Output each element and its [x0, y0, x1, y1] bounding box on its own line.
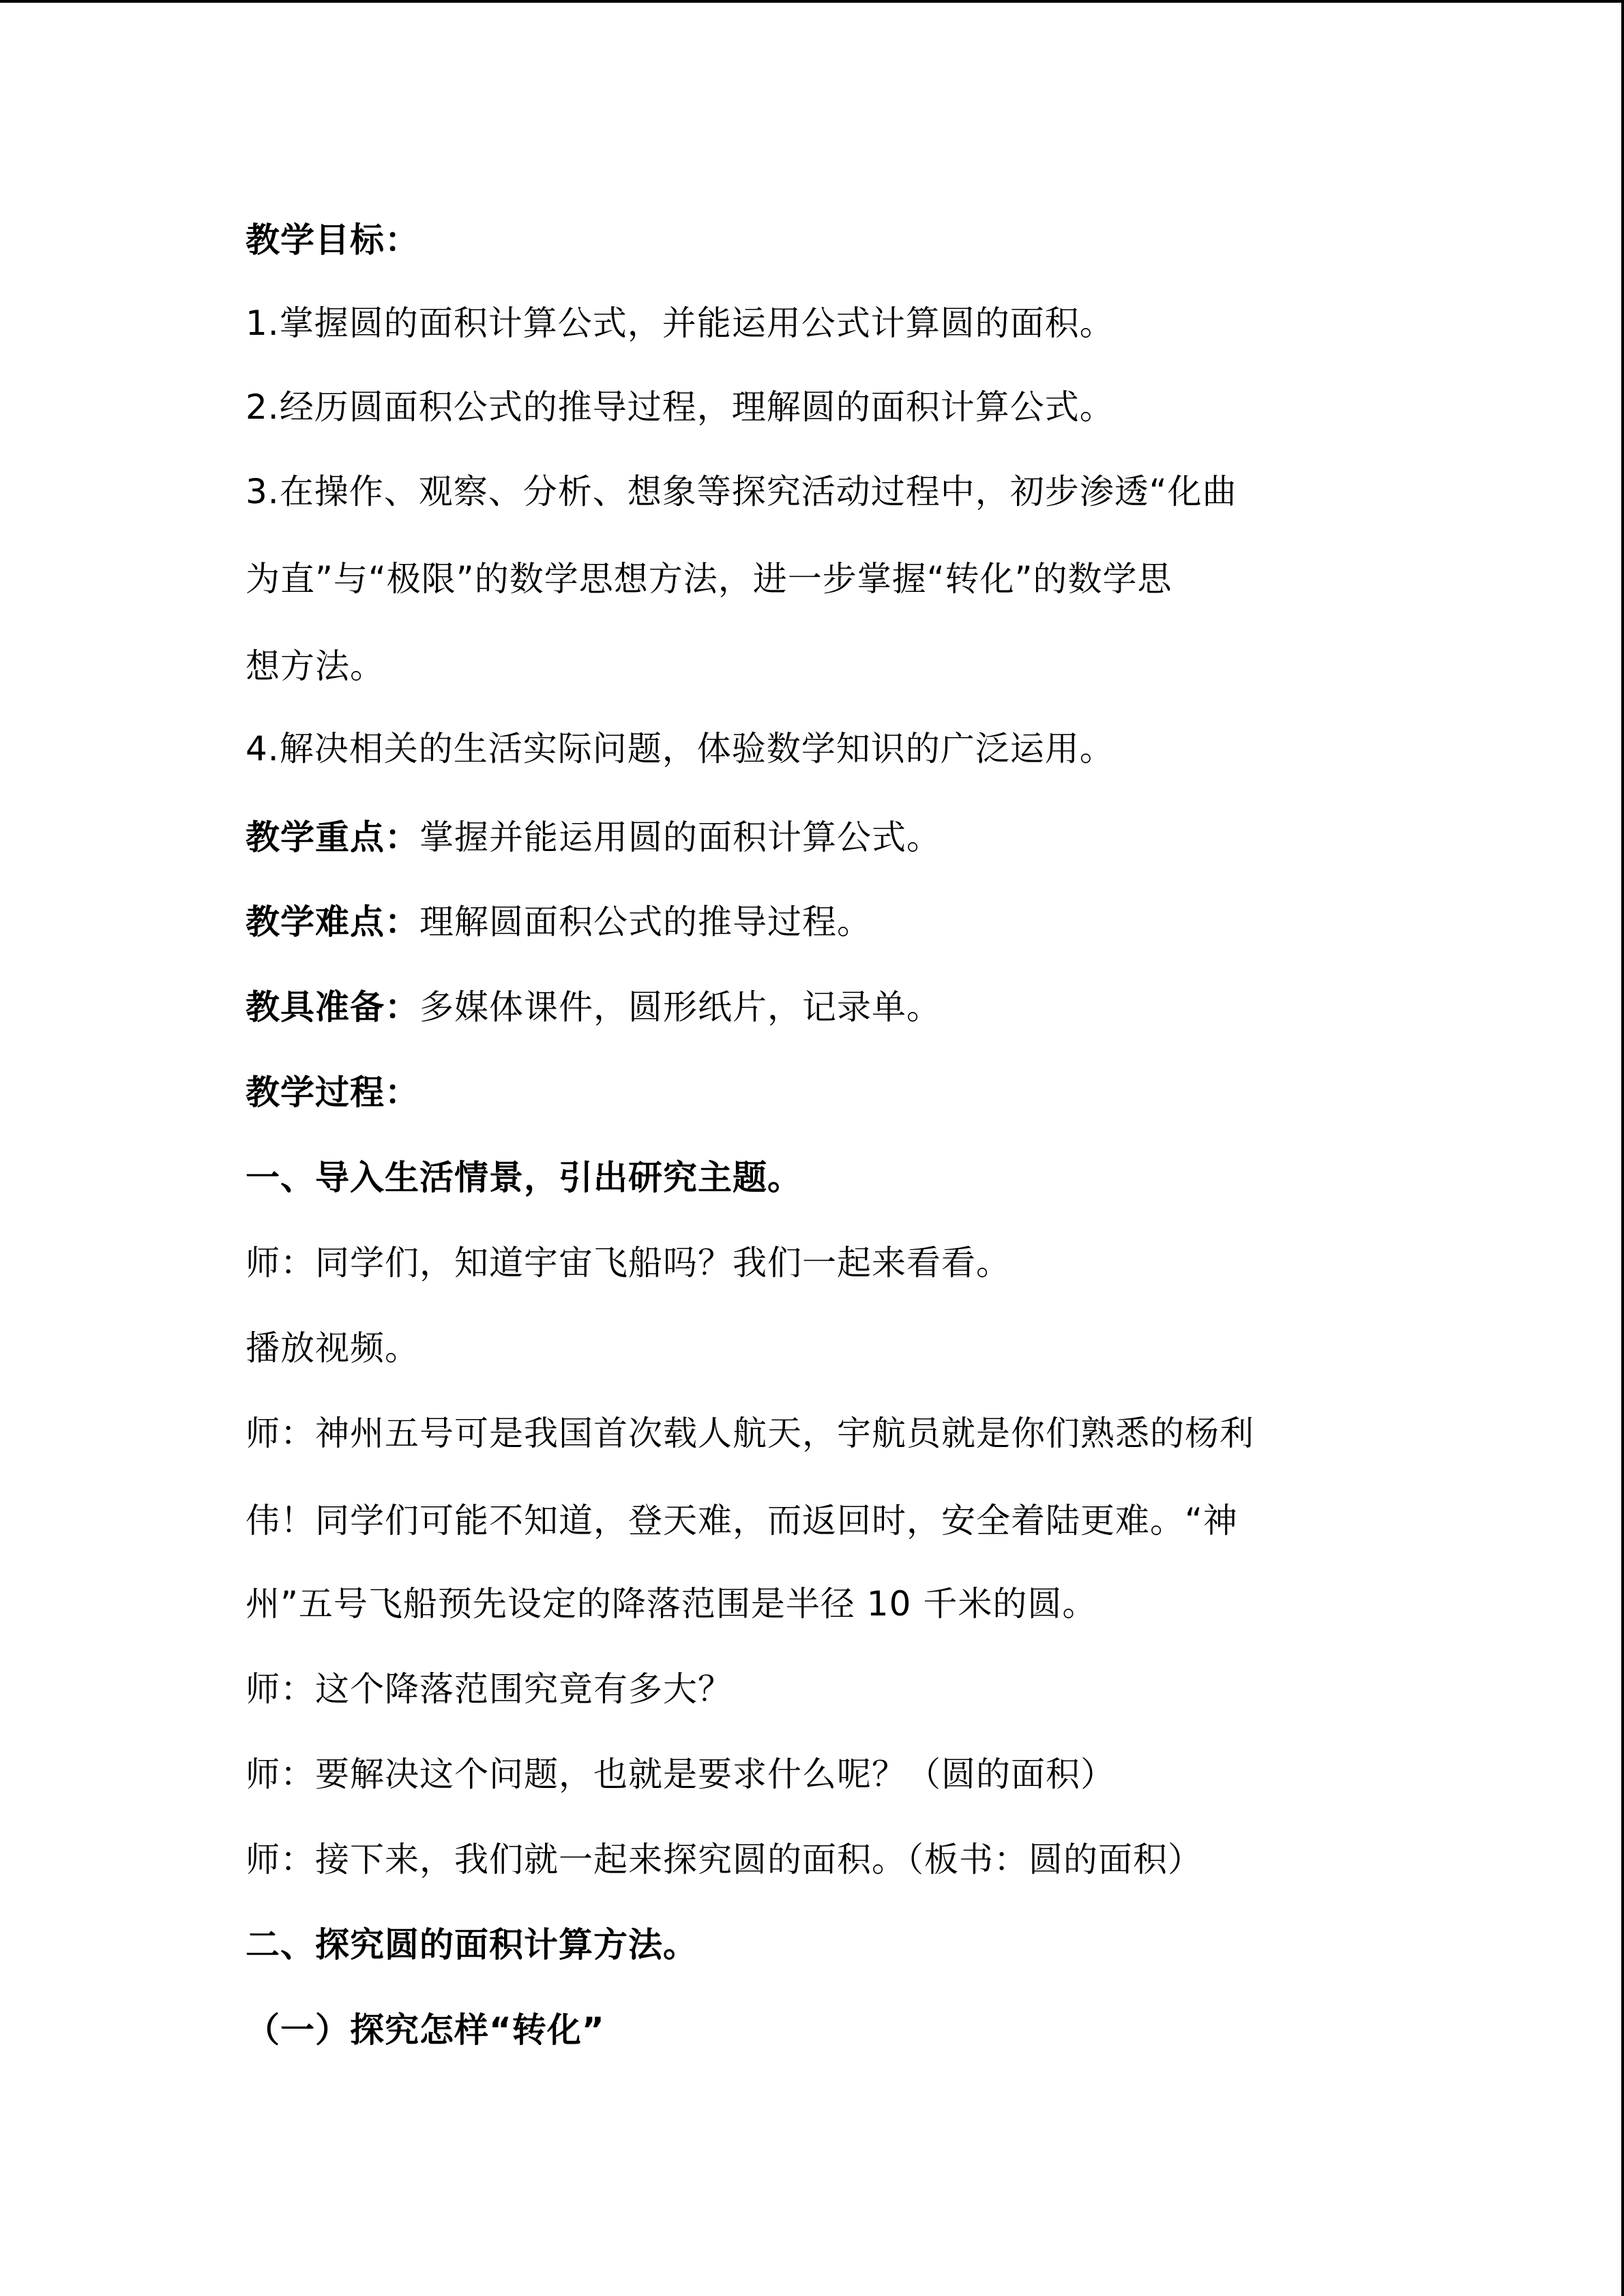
materials: [246, 987, 941, 1028]
key-point: [246, 817, 941, 858]
paragraph-1: 师：同学们，知道宇宙飞船吗？我们一起来看看。: [246, 1243, 1011, 1283]
paragraph-2: 播放视频。: [246, 1328, 419, 1368]
objective-item-3-line-3: 想方法。: [246, 646, 385, 686]
materials-text: 多媒体课件，圆形纸片，记录单。: [419, 987, 941, 1027]
objective-item-3-line-2: 为直”与“极限”的数学思想方法，进一步掌握“转化”的数学思: [246, 559, 1172, 599]
objective-item-4: 4.解决相关的生活实际问题，体验数学知识的广泛运用。: [246, 729, 1114, 769]
section-2-title: 二、探究圆的面积计算方法。: [246, 1925, 698, 1965]
objective-item-3-line-1: 3.在操作、观察、分析、想象等探究活动过程中，初步渗透“化曲: [246, 472, 1237, 511]
difficulty: [246, 901, 872, 942]
objective-item-2: 2.经历圆面积公式的推导过程，理解圆的面积计算公式。: [246, 387, 1114, 427]
paragraph-4: 师：这个降落范围究竟有多大？: [246, 1669, 733, 1709]
materials-label: 教具准备：: [246, 987, 419, 1027]
key-point-label: 教学重点：: [246, 818, 419, 857]
paragraph-3-line-2: 伟！同学们可能不知道，登天难，而返回时，安全着陆更难。“神: [246, 1501, 1238, 1540]
objectives-heading: 教学目标：: [246, 220, 419, 260]
objective-item-1: 1.掌握圆的面积计算公式，并能运用公式计算圆的面积。: [246, 303, 1114, 343]
process-heading: 教学过程：: [246, 1073, 419, 1112]
difficulty-label: 教学难点：: [246, 902, 419, 942]
difficulty-text: 理解圆面积公式的推导过程。: [419, 902, 872, 942]
section-1-title: 一、导入生活情景，引出研究主题。: [246, 1158, 802, 1197]
paragraph-3-line-1: 师：神州五号可是我国首次载人航天，宇航员就是你们熟悉的杨利: [246, 1414, 1254, 1453]
paragraph-6: 师：接下来，我们就一起来探究圆的面积。（板书：圆的面积）: [246, 1840, 1202, 1879]
paragraph-3-line-3: 州”五号飞船预先设定的降落范围是半径 10 千米的圆。: [246, 1584, 1097, 1624]
key-point-text: 掌握并能运用圆的面积计算公式。: [419, 818, 941, 857]
paragraph-5: 师：要解决这个问题，也就是要求什么呢？（圆的面积）: [246, 1755, 1115, 1794]
subsection-1-title: （一）探究怎样“转化”: [246, 2010, 605, 2050]
